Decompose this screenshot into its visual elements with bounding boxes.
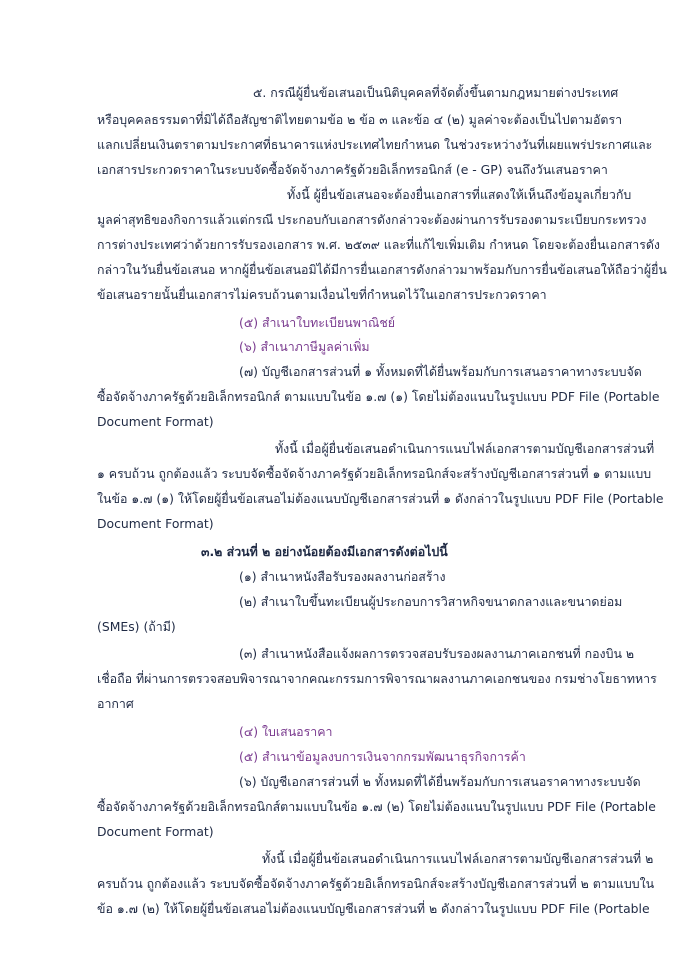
item-7-line-1: (๗) บัญชีเอกสารส่วนที่ ๑ ทั้งหมดที่ได้ยื่นพร้อมกับการเสนอราคาทางระบบจัด (239, 364, 642, 379)
paragraph-note-line-4: กล่าวในวันยื่นข้อเสนอ หากผู้ยื่นข้อเสนอมิได้มีการยื่นเอกสารดังกล่าวมาพร้อมกับการยื่นข้อเสนอให้ถือว่าผู้ยื่น (97, 262, 667, 277)
paragraph-5-line-2: หรือบุคคลธรรมดาที่มิได้ถือสัญชาติไทยตามข้อ ๒ ข้อ ๓ และข้อ ๔ (๒) มูลค่าจะต้องเป็นไปตามอัตรา (97, 112, 623, 127)
part-2-item-6-line-1: (๖) บัญชีเอกสารส่วนที่ ๒ ทั้งหมดที่ได้ยื่นพร้อมกับการเสนอราคาทางระบบจัด (239, 774, 641, 789)
item-7-line-2: ซื้อจัดจ้างภาครัฐด้วยอิเล็กทรอนิกส์ ตามแบบในข้อ ๑.๗ (๑) โดยไม่ต้องแนบในรูปแบบ PDF File (Portable (97, 389, 660, 404)
part-1-note-line-3: ในข้อ ๑.๗ (๑) ให้โดยผู้ยื่นข้อเสนอไม่ต้องแนบบัญชีเอกสารส่วนที่ ๑ ดังกล่าวในรูปแบบ PDF File (Portable (97, 491, 664, 506)
part-2-item-4-quotation: (๔) ใบเสนอราคา (239, 724, 333, 739)
paragraph-note-line-2: มูลค่าสุทธิของกิจการแล้วแต่กรณี ประกอบกับเอกสารดังกล่าวจะต้องผ่านการรับรองตามระเบียบกระทรวง (97, 212, 647, 227)
paragraph-5-line-1: ๕. กรณีผู้ยื่นข้อเสนอเป็นนิติบุคคลที่จัดตั้งขึ้นตามกฎหมายต่างประเทศ (253, 85, 619, 100)
part-2-item-2-line-2: (SMEs) (ถ้ามี) (97, 619, 176, 634)
part-2-item-1: (๑) สำเนาหนังสือรับรองผลงานก่อสร้าง (239, 569, 446, 584)
paragraph-note-line-5: ข้อเสนอรายนั้นยื่นเอกสารไม่ครบถ้วนตามเงื่อนไขที่กำหนดไว้ในเอกสารประกวดราคา (97, 287, 547, 302)
part-1-note-line-2: ๑ ครบถ้วน ถูกต้องแล้ว ระบบจัดซื้อจัดจ้างภาครัฐด้วยอิเล็กทรอนิกส์จะสร้างบัญชีเอกสารส่วนที่ ๑ ตามแบบ (97, 466, 652, 481)
part-2-item-5-financial-statement: (๕) สำเนาข้อมูลงบการเงินจากกรมพัฒนาธุรกิจการค้า (239, 749, 526, 764)
part-2-item-3-line-1: (๓) สำเนาหนังสือแจ้งผลการตรวจสอบรับรองผลงานภาคเอกชนที่ กองบิน ๒ (239, 646, 635, 661)
section-3-2-heading: ๓.๒ ส่วนที่ ๒ อย่างน้อยต้องมีเอกสารดังต่อไปนี้ (201, 544, 448, 559)
paragraph-5-line-4: เอกสารประกวดราคาในระบบจัดซื้อจัดจ้างภาครัฐด้วยอิเล็กทรอนิกส์ (e - GP) จนถึงวันเสนอราคา (97, 162, 608, 177)
part-2-note-line-3: ข้อ ๑.๗ (๒) ให้โดยผู้ยื่นข้อเสนอไม่ต้องแนบบัญชีเอกสารส่วนที่ ๒ ดังกล่าวในรูปแบบ PDF File (Portable (97, 901, 650, 916)
part-2-item-3-line-3: อากาศ (97, 696, 134, 711)
paragraph-5-line-3: แลกเปลี่ยนเงินตราตามประกาศที่ธนาคารแห่งประเทศไทยกำหนด ในช่วงระหว่างวันที่เผยแพร่ประกาศและ (97, 137, 653, 152)
item-5-commercial-registration: (๕) สำเนาใบทะเบียนพาณิชย์ (239, 315, 396, 330)
paragraph-note-line-1: ทั้งนี้ ผู้ยื่นข้อเสนอจะต้องยื่นเอกสารที่แสดงให้เห็นถึงข้อมูลเกี่ยวกับ (287, 187, 632, 202)
part-1-note-line-4: Document Format) (97, 516, 214, 531)
part-2-note-line-2: ครบถ้วน ถูกต้องแล้ว ระบบจัดซื้อจัดจ้างภาครัฐด้วยอิเล็กทรอนิกส์จะสร้างบัญชีเอกสารส่วนที่ ๒ ตามแบบใน (97, 876, 655, 891)
part-2-item-3-line-2: เชื่อถือ ที่ผ่านการตรวจสอบพิจารณาจากคณะกรรมการพิจารณาผลงานภาคเอกชนของ กรมช่างโยธาทหาร (97, 671, 657, 686)
item-7-line-3: Document Format) (97, 414, 214, 429)
part-2-item-2-line-1: (๒) สำเนาใบขึ้นทะเบียนผู้ประกอบการวิสาหกิจขนาดกลางและขนาดย่อม (239, 594, 623, 609)
part-2-note-line-1: ทั้งนี้ เมื่อผู้ยื่นข้อเสนอดำเนินการแนบไฟล์เอกสารตามบัญชีเอกสารส่วนที่ ๒ (262, 851, 654, 866)
part-2-item-6-line-2: ซื้อจัดจ้างภาครัฐด้วยอิเล็กทรอนิกส์ตามแบบในข้อ ๑.๗ (๒) โดยไม่ต้องแนบในรูปแบบ PDF File (Portable (97, 799, 656, 814)
paragraph-note-line-3: การต่างประเทศว่าด้วยการรับรองเอกสาร พ.ศ. ๒๕๓๙ และที่แก้ไขเพิ่มเติม กำหนด โดยจะต้องยื่นเอกสารดัง (97, 237, 660, 252)
item-6-vat: (๖) สำเนาภาษีมูลค่าเพิ่ม (239, 339, 370, 354)
part-1-note-line-1: ทั้งนี้ เมื่อผู้ยื่นข้อเสนอดำเนินการแนบไฟล์เอกสารตามบัญชีเอกสารส่วนที่ (275, 441, 655, 456)
part-2-item-6-line-3: Document Format) (97, 824, 214, 839)
